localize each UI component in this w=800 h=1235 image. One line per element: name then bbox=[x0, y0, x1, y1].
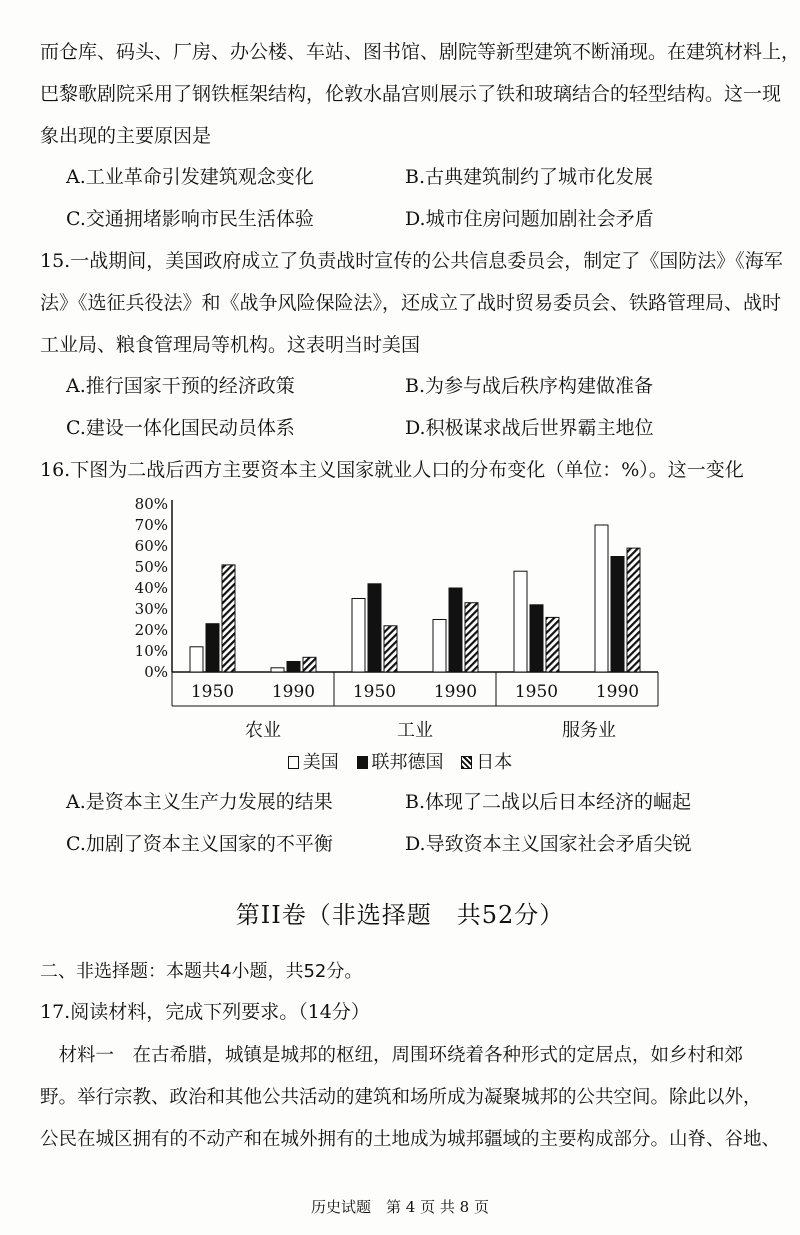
y-tick-label: 10% bbox=[134, 642, 168, 660]
bar-japan bbox=[222, 565, 235, 672]
y-tick-label: 0% bbox=[144, 663, 168, 681]
q14-option-a[interactable]: A.工业革命引发建筑观念变化 bbox=[66, 166, 314, 188]
bar-west-germany bbox=[611, 557, 624, 673]
legend-swatch-usa bbox=[288, 756, 299, 769]
bar-west-germany bbox=[530, 605, 543, 672]
bar-japan bbox=[546, 617, 559, 672]
x-group-label: 工业 bbox=[397, 720, 433, 741]
x-year-label: 1950 bbox=[190, 682, 235, 702]
material-line-3: 公民在城区拥有的不动产和在城外拥有的土地成为城邦疆域的主要构成部分。山脊、谷地、 bbox=[40, 1129, 781, 1150]
legend-item-west-germany bbox=[357, 752, 444, 773]
bar-usa bbox=[595, 525, 608, 672]
legend-label-west-germany: 联邦德国 bbox=[371, 752, 444, 773]
q15-stem-line-2: 法》《选征兵役法》和《战争风险保险法》，还成立了战时贸易委员会、铁路管理局、战时 bbox=[40, 292, 782, 314]
x-year-label: 1990 bbox=[595, 682, 640, 702]
q16-option-c[interactable]: C.加剧了资本主义国家的不平衡 bbox=[66, 833, 333, 855]
bar-usa bbox=[433, 620, 446, 673]
bar-west-germany bbox=[287, 662, 300, 673]
q16-option-b[interactable]: B.体现了二战以后日本经济的崛起 bbox=[405, 791, 692, 813]
q15-option-d[interactable]: D.积极谋求战后世界霸主地位 bbox=[405, 417, 654, 439]
bar-japan bbox=[465, 603, 478, 672]
employment-bar-chart bbox=[120, 492, 680, 742]
y-tick-label: 70% bbox=[134, 516, 168, 534]
bar-japan bbox=[627, 548, 640, 672]
q14-option-b[interactable]: B.古典建筑制约了城市化发展 bbox=[405, 166, 654, 188]
x-year-label: 1990 bbox=[433, 682, 478, 702]
bar-usa bbox=[271, 668, 284, 672]
q16-option-d[interactable]: D.导致资本主义国家社会矛盾尖锐 bbox=[405, 833, 692, 855]
q16-stem: 16.下图为二战后西方主要资本主义国家就业人口的分布变化（单位：%）。这一变化 bbox=[40, 459, 744, 481]
x-group-label: 服务业 bbox=[562, 720, 616, 741]
bar-west-germany bbox=[449, 588, 462, 672]
q15-option-c[interactable]: C.建设一体化国民动员体系 bbox=[66, 417, 295, 439]
bar-japan bbox=[384, 626, 397, 672]
x-year-label: 1950 bbox=[514, 682, 559, 702]
q15-option-b[interactable]: B.为参与战后秩序构建做准备 bbox=[405, 375, 654, 397]
q15-stem-line-3: 工业局、粮食管理局等机构。这表明当时美国 bbox=[40, 334, 421, 356]
bar-west-germany bbox=[206, 624, 219, 672]
legend-label-usa: 美国 bbox=[302, 752, 339, 773]
y-tick-label: 60% bbox=[134, 537, 168, 555]
x-year-label: 1990 bbox=[271, 682, 316, 702]
page-footer: 历史试题 第 4 页 共 8 页 bbox=[311, 1198, 489, 1216]
x-group-label: 农业 bbox=[245, 720, 281, 741]
q14-stem-line-1: 而仓库、码头、厂房、办公楼、车站、图书馆、剧院等新型建筑不断涌现。在建筑材料上， bbox=[40, 41, 800, 63]
bar-japan bbox=[303, 657, 316, 672]
bar-usa bbox=[514, 571, 527, 672]
y-tick-label: 80% bbox=[134, 495, 168, 513]
q15-option-a[interactable]: A.推行国家干预的经济政策 bbox=[66, 375, 295, 397]
bar-west-germany bbox=[368, 584, 381, 672]
section-title: 第II卷（非选择题 共52分） bbox=[235, 901, 565, 929]
q14-stem-line-3: 象出现的主要原因是 bbox=[40, 125, 212, 147]
y-tick-label: 40% bbox=[134, 579, 168, 597]
legend-swatch-west-germany bbox=[357, 756, 368, 769]
q14-option-c[interactable]: C.交通拥堵影响市民生活体验 bbox=[66, 208, 314, 230]
legend-item-usa bbox=[288, 752, 339, 773]
q16-option-a[interactable]: A.是资本主义生产力发展的结果 bbox=[66, 791, 333, 813]
legend-label-japan: 日本 bbox=[476, 752, 513, 773]
q15-stem-line-1: 15.一战期间，美国政府成立了负责战时宣传的公共信息委员会，制定了《国防法》《海军 bbox=[40, 250, 783, 272]
y-tick-label: 50% bbox=[134, 558, 168, 576]
y-tick-label: 30% bbox=[134, 600, 168, 618]
x-year-label: 1950 bbox=[352, 682, 397, 702]
y-tick-label: 20% bbox=[134, 621, 168, 639]
material-line-1: 材料一 在古希腊，城镇是城邦的枢纽，周围环绕着各种形式的定居点，如乡村和郊 bbox=[40, 1045, 744, 1066]
q17-title: 17.阅读材料，完成下列要求。（14分） bbox=[40, 1001, 370, 1023]
material-line-2: 野。举行宗教、政治和其他公共活动的建筑和场所成为凝聚城邦的公共空间。除此以外， bbox=[40, 1087, 762, 1108]
legend-swatch-japan bbox=[461, 756, 472, 769]
bar-usa bbox=[190, 647, 203, 672]
q14-option-d[interactable]: D.城市住房问题加剧社会矛盾 bbox=[405, 208, 654, 230]
bar-usa bbox=[352, 599, 365, 673]
chart-legend bbox=[0, 748, 800, 774]
legend-item-japan bbox=[461, 752, 512, 773]
section-heading: 二、非选择题：本题共4小题，共52分。 bbox=[40, 961, 363, 982]
q14-stem-line-2: 巴黎歌剧院采用了钢铁框架结构，伦敦水晶宫则展示了铁和玻璃结合的轻型结构。这一现 bbox=[40, 83, 782, 105]
